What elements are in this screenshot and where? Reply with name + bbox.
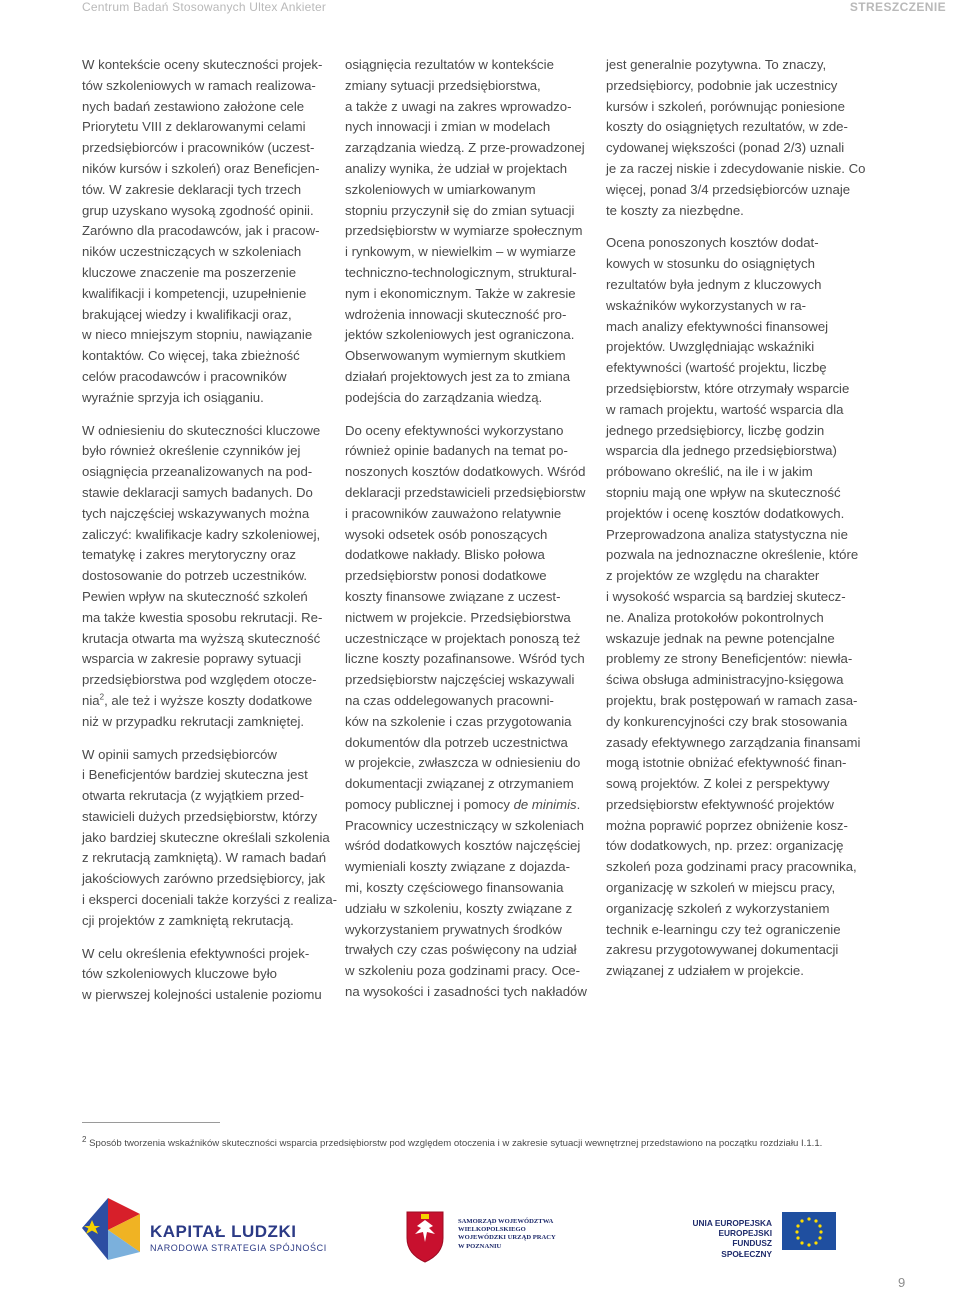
paragraph: W kontekście oceny skuteczności projek- tów szkoleniowych w ramach realizowa- nych badań zestawiono założone cele Priorytetu VIII z deklarowanymi celami przedsiębiorców i pracowników (uczest- ników kursów i szkoleń) oraz Beneficjen- tów. W zakresie deklaracji tych trzech grup uzyskano wysoką zgodność opinii. Zarówno dla pracodawców, jak i pracow- ników uczestniczących w szkoleniach kluczowe znaczenie ma poszerzenie kwalifikacji i kompetencji, uzupełnienie brakującej wiedzy i kwalifikacji oraz, w nieco mniejszym stopniu, nawiązanie kontaktów. Co więcej, taka zbieżność celów pracodawców i pracowników wyraźnie sprzyja ich osiąganiu. bbox=[82, 57, 323, 405]
eu-flag-icon bbox=[782, 1212, 836, 1250]
paragraph: W odniesieniu do skuteczności kluczowe było również określenie czynników jej osiągnięcia przeanalizowanych na pod- stawie deklaracji samych badanych. Do tych najczęściej wskazywanych można zaliczyć: kwalifikacje kadry szkoleniowej, tematykę i zakres merytoryczny oraz dostosowanie do potrzeb uczestników. Pewien wpływ na skuteczność szkoleń ma także kwestia sposobu rekrutacji. Re- krutacja otwarta ma wyższą skuteczność wsparcia w zakresie poprawy sytuacji przedsiębiorstwa pod względem otocze- nia$^2$, ale też i wyższe koszty dodatkowe niż w przypadku rekrutacji zamkniętej. bbox=[82, 422, 323, 729]
paragraph: Do oceny efektywności wykorzystano również opinie badanych na temat po- noszonych kosztów dodatkowych. Wśród deklaracji przedstawicieli przedsiębiorstw i pracowników zauważono relatywnie wysoki odsetek osób ponoszących dodatkowe nakłady. Blisko połowa przedsiębiorstw ponosi dodatkowe koszty finansowe związane z uczest- nictwem w projekcie. Przedsiębiorstwa uczestniczące w projektach ponoszą też liczne koszty pozafinansowe. Wśród tych przedsiębiorstw najczęściej wskazywali na czas oddelegowanych pracowni- ków na szkolenie i czas przygotowania dokumentów dla potrzeb uczestnictwa w projekcie, zwłaszcza w odniesieniu do dokumentacji związanej z otrzymaniem pomocy publicznej i pomocy de minimis. Pracownicy uczestniczący w szkoleniach wśród dodatkowych kosztów najczęściej wymieniali koszty związane z dojazda- mi, koszty częściowego finansowania udziału w szkoleniu, koszty związane z wykorzystaniem prywatnych środków trwałych czy czas poświęcony na udział w szkoleniu poza godzinami pracy. Oce- na wysokości i zasadności tych nakładów bbox=[345, 422, 587, 1000]
kapital-ludzki-title: KAPITAŁ LUDZKI bbox=[150, 1222, 297, 1241]
page-number: 9 bbox=[898, 1275, 906, 1290]
paragraph: Ocena ponoszonych kosztów dodat- kowych w stosunku do osiągniętych rezultatów była jednym z kluczowych wskaźników wykorzystanych w ra- mach analizy efektywności finansowej projektów. Uwzględniając wskaźniki efektywności (wartość projektu, liczbę przedsiębiorstw, które otrzymały wsparcie w ramach projektu, wartość wsparcia dla jednego przedsiębiorcy, liczbę godzin wsparcia dla jednego przedsiębiorstwa) próbowano określić, na ile i w jakim stopniu mają one wpływ na skuteczność projektów i ocenę kosztów dodatkowych. Przeprowadzona analiza statystyczna nie pozwala na jednoznaczne określenie, które z projektów ze względu na charakter i wysokość wsparcia są bardziej skutecz- ne. Analiza protokołów pokontrolnych wskazuje jednak na pewne potencjalne problemy ze strony Beneficjentów: niewła- ściwa obsługa administracyjno-księgowa projektu, brak postępowań w ramach zasa- dy konkurencyjności czy brak stosowania zasady efektywnego zarządzania finansami mogą istotnie obniżać efektywność finan- sową projektów. Z kolei z perspektywy przedsiębiorstw efektywność projektów można poprawić poprzez obniżenie kosz- tów dodatkowych, np. przez: organizację szkoleń poza godzinami pracy pracownika, organizację w szkoleń w miejscu pracy, organizację szkoleń z wykorzystaniem technik e-learningu czy też ograniczenie zakresu przygotowywanej dokumentacji związanej z udziałem w projekcie. bbox=[606, 235, 861, 979]
header-publisher: Centrum Badań Stosowanych Ultex Ankieter bbox=[82, 0, 327, 14]
footnote-text: Sposób tworzenia wskaźników skuteczności wsparcia przedsiębiorstw pod względem otoczenia i w zakresie sytuacji wewnętrznej przedstawiono na początku rozdziału I.1.1. bbox=[89, 1138, 823, 1149]
kapital-ludzki-subtitle: NARODOWA STRATEGIA SPÓJNOŚCI bbox=[150, 1243, 327, 1253]
eu-fund-label: UNIA EUROPEJSKA EUROPEJSKI FUNDUSZ SPOŁECZNY bbox=[692, 1218, 772, 1259]
footnote-mark: 2 bbox=[82, 1134, 87, 1144]
text-column-2 bbox=[345, 55, 601, 1015]
wielkopolska-institution-name: SAMORZĄD WOJEWÓDZTWA WIELKOPOLSKIEGO WOJEWÓDZKI URZĄD PRACY W POZNANIU bbox=[458, 1218, 556, 1250]
footnote-divider bbox=[82, 1122, 220, 1123]
text-column-3 bbox=[606, 55, 868, 994]
paragraph: osiągnięcia rezultatów w kontekście zmiany sytuacji przedsiębiorstwa, a także z uwagi na zakres wprowadzo- nych innowacji i zmian w modelach zarządzania wiedzą. Z prze-prowadzonej analizy wynika, że udział w projektach szkoleniowych w umiarkowanym stopniu przyczynił się do zmian sytuacji przedsiębiorstw w wymiarze społecznym i rynkowym, w niewielkim – w wymiarze techniczno-technologicznym, struktural- nym i ekonomicznym. Także w zakresie wdrożenia innowacji skuteczność pro- jektów szkoleniowych jest ograniczona. Obserwowanym wymiernym skutkiem działań projektowych jest za to zmiana podejścia do zarządzania wiedzą. bbox=[345, 57, 585, 405]
paragraph: W opinii samych przedsiębiorców i Beneficjentów bardziej skuteczna jest otwarta rekrutacja (z wyjątkiem przed- stawicieli dużych przedsiębiorstw, którzy jako bardziej skuteczne określali szkolenia z rekrutacją zamkniętą). W ramach badań jakościowych zarówno przedsiębiorcy, jak i eksperci doceniali także korzyści z realiza- cji projektów z zamkniętą rekrutacją. bbox=[82, 746, 338, 928]
text-column-1 bbox=[82, 55, 344, 1018]
footnote bbox=[82, 1134, 823, 1149]
wielkopolska-coat-of-arms-icon bbox=[407, 1212, 443, 1262]
header-section-title: STRESZCZENIE bbox=[849, 0, 946, 14]
kapital-ludzki-logo-icon bbox=[82, 1198, 140, 1260]
paragraph: jest generalnie pozytywna. To znaczy, przedsiębiorcy, podobnie jak uczestnicy kursów i szkoleń, porównując poniesione koszty do osiągniętych rezultatów, w zde- cydowanej większości (ponad 2/3) uznali je za raczej niskie i zdecydowanie niskie. Co więcej, ponad 3/4 przedsiębiorców uznaje te koszty za niezbędne. bbox=[606, 57, 866, 218]
footnote-reference: 2 bbox=[99, 692, 105, 702]
paragraph: W celu określenia efektywności projek- tów szkoleniowych kluczowe było w pierwszej kolejności ustalenie poziomu bbox=[82, 945, 322, 1003]
